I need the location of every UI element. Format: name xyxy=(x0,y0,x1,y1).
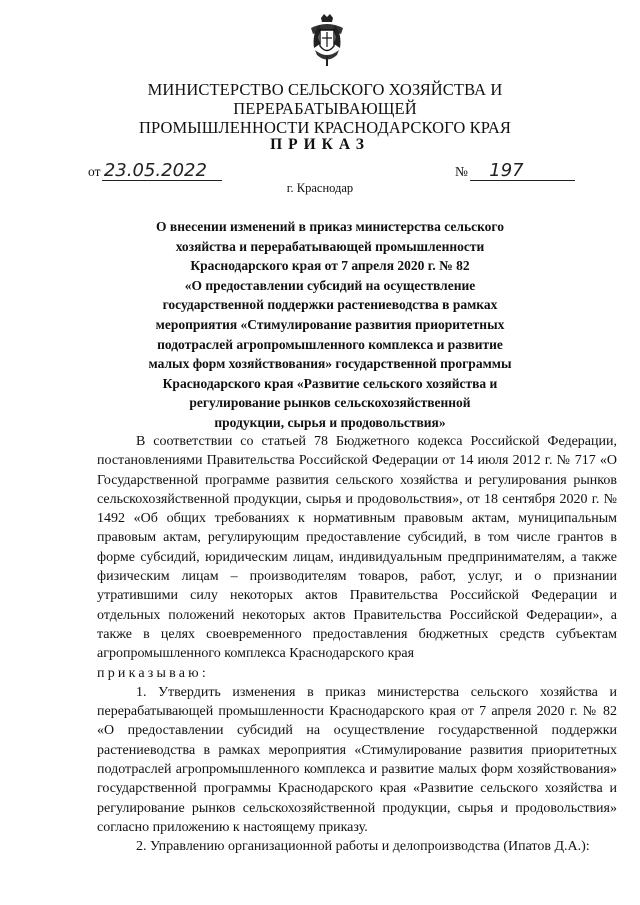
subject-line: «О предоставлении субсидий на осуществление xyxy=(184,277,476,293)
number-value: 197 xyxy=(489,160,524,181)
subject-line: государственной поддержки растениеводства в рамках xyxy=(162,297,498,313)
order-subject xyxy=(140,217,520,433)
subject-line: О внесении изменений в приказ министерства сельского xyxy=(156,219,504,234)
order-body xyxy=(97,432,617,857)
subject-line: Краснодарского края «Развитие сельского хозяйства и xyxy=(162,375,498,391)
date-prefix: от xyxy=(88,164,101,179)
ministry-line: МИНИСТЕРСТВО СЕЛЬСКОГО ХОЗЯЙСТВА И ПЕРЕРАБАТЫВАЮЩЕЙ xyxy=(147,80,503,118)
subject-line: подотраслей агропромышленного комплекса и развитие xyxy=(157,336,503,352)
order-title: ПРИКАЗ xyxy=(270,136,370,153)
city-name: г. Краснодар xyxy=(286,181,354,195)
date-field xyxy=(88,160,207,181)
item-2-paragraph: 2. Управлению организационной работы и делопроизводства (Ипатов Д.А.): xyxy=(136,839,590,855)
subject-line: Краснодарского края от 7 апреля 2020 г. № 82 xyxy=(190,258,470,274)
subject-line: малых форм хозяйствования» государственной программы xyxy=(148,356,512,372)
ministry-name xyxy=(60,80,590,137)
number-field xyxy=(455,160,524,181)
order-word: приказываю: xyxy=(97,665,209,681)
item-1-paragraph: 1. Утвердить изменения в приказ министерства сельского хозяйства и перерабатывающей промышленности Краснодарского края от 7 апреля 2020 г. № 82 «О предоставлении субсидий на осуществление государственной поддержки растениеводства в рамках мероприятия «Стимулирование развития приоритетных подотраслей агропромышленного комплекса и развитие малых форм хозяйствования» государственной программы Краснодарского края «Развитие сельского хозяйства и регулирование рынков сельскохозяйственной продукции, сырья и продовольствия» согласно приложению к настоящему приказу. xyxy=(97,684,617,835)
subject-line: регулирование рынков сельскохозяйственной xyxy=(189,395,471,411)
ministry-line: ПРОМЫШЛЕННОСТИ КРАСНОДАРСКОГО КРАЯ xyxy=(138,118,512,137)
date-value: 23.05.2022 xyxy=(103,160,207,181)
number-prefix: № xyxy=(455,164,468,179)
coat-of-arms-icon xyxy=(308,14,346,66)
preamble-paragraph: В соответствии со статьей 78 Бюджетного кодекса Российской Федерации, постановлениями Правительства Российской Федерации от 14 июля 2012 г. № 717 «О Государственной программе развития сельского хозяйства и регулирования рынков сельскохозяйственной продукции, сырья и продовольствия», от 18 сентября 2020 г. № 1492 «Об общих требованиях к нормативным правовым актам, муниципальным правовым актам, регулирующим предоставление субсидий, в том числе грантов в форме субсидий, юридическим лицам, индивидуальным предпринимателям, а также физическим лицам – производителям товаров, работ, услуг, и о признании утратившими силу некоторых актов Правительства Российской Федерации и отдельных положений некоторых актов Правительства Российской Федерации», а также в целях своевременного предоставления бюджетных средств субъектам агропромышленного комплекса Краснодарского края xyxy=(97,434,617,662)
subject-line: хозяйства и перерабатывающей промышленности xyxy=(175,238,485,254)
subject-line: мероприятия «Стимулирование развития приоритетных xyxy=(155,316,505,332)
subject-line: продукции, сырья и продовольствия» xyxy=(214,414,446,430)
